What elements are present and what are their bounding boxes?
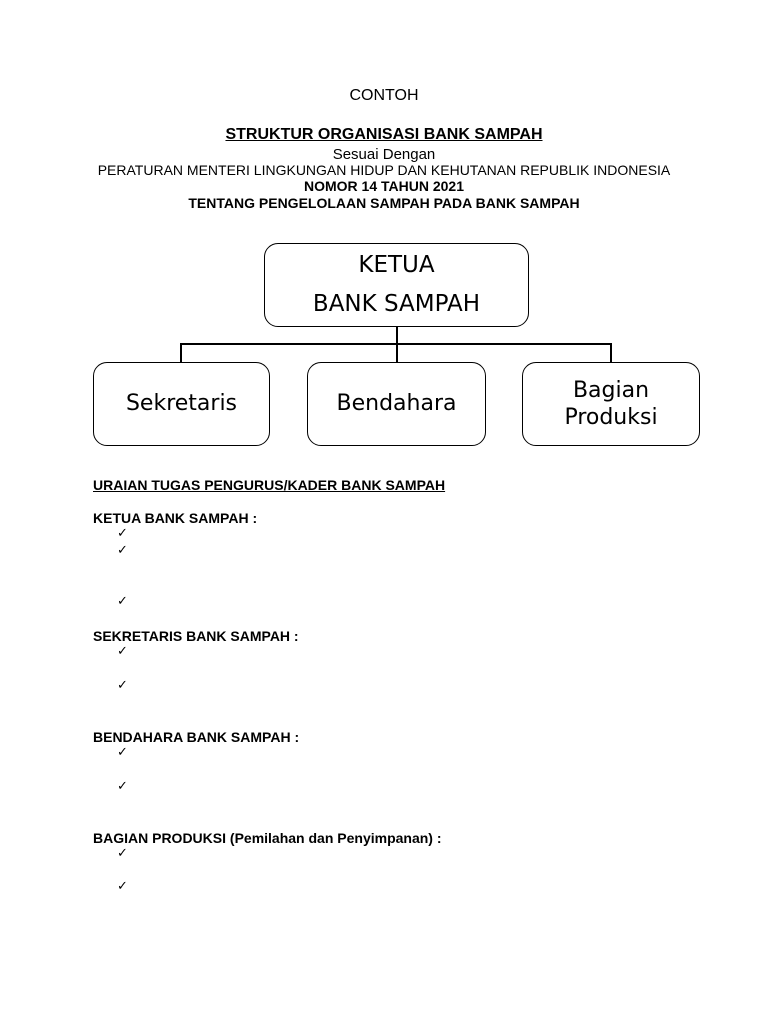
org-box-sekretaris-label: Sekretaris xyxy=(125,391,238,417)
check-icon: ✓ xyxy=(117,846,128,861)
section-bagian-produksi-bold: BAGIAN PRODUKSI xyxy=(93,830,227,846)
document-title: STRUKTUR ORGANISASI BANK SAMPAH xyxy=(225,126,543,143)
check-icon: ✓ xyxy=(117,779,128,794)
org-box-ketua xyxy=(264,243,529,327)
org-box-bendahara xyxy=(307,362,486,446)
check-icon: ✓ xyxy=(117,526,128,541)
check-icon: ✓ xyxy=(117,745,128,760)
section-ketua-title: KETUA BANK SAMPAH : xyxy=(93,510,258,526)
check-icon: ✓ xyxy=(117,543,128,558)
org-box-bagian-line-2: Produksi xyxy=(564,405,658,430)
check-icon: ✓ xyxy=(117,644,128,659)
duties-heading: URAIAN TUGAS PENGURUS/KADER BANK SAMPAH xyxy=(93,477,446,493)
check-icon: ✓ xyxy=(117,678,128,693)
subtitle-line-3: NOMOR 14 TAHUN 2021 xyxy=(303,178,464,194)
section-bendahara-title: BENDAHARA BANK SAMPAH : xyxy=(93,729,300,745)
section-bagian-produksi-title xyxy=(93,830,442,846)
org-box-ketua-line-1: KETUA xyxy=(358,252,435,279)
org-box-ketua-line-2: BANK SAMPAH xyxy=(312,291,481,317)
section-sekretaris-title: SEKRETARIS BANK SAMPAH : xyxy=(93,628,299,644)
check-icon: ✓ xyxy=(117,594,128,609)
subtitle-line-1: Sesuai Dengan xyxy=(332,146,436,163)
org-box-sekretaris xyxy=(93,362,270,446)
section-bagian-produksi-rest: (Pemilahan dan Penyimpanan) : xyxy=(226,830,442,846)
subtitle-line-4: TENTANG PENGELOLAAN SAMPAH PADA BANK SAMPAH xyxy=(188,195,580,211)
org-box-bendahara-label: Bendahara xyxy=(336,391,457,417)
org-box-bagian-produksi xyxy=(522,362,700,446)
org-box-bagian-line-1: Bagian xyxy=(572,377,650,403)
check-icon: ✓ xyxy=(117,879,128,894)
document-label: CONTOH xyxy=(349,87,419,104)
subtitle-line-2: PERATURAN MENTERI LINGKUNGAN HIDUP DAN KEHUTANAN REPUBLIK INDONESIA xyxy=(97,162,671,178)
